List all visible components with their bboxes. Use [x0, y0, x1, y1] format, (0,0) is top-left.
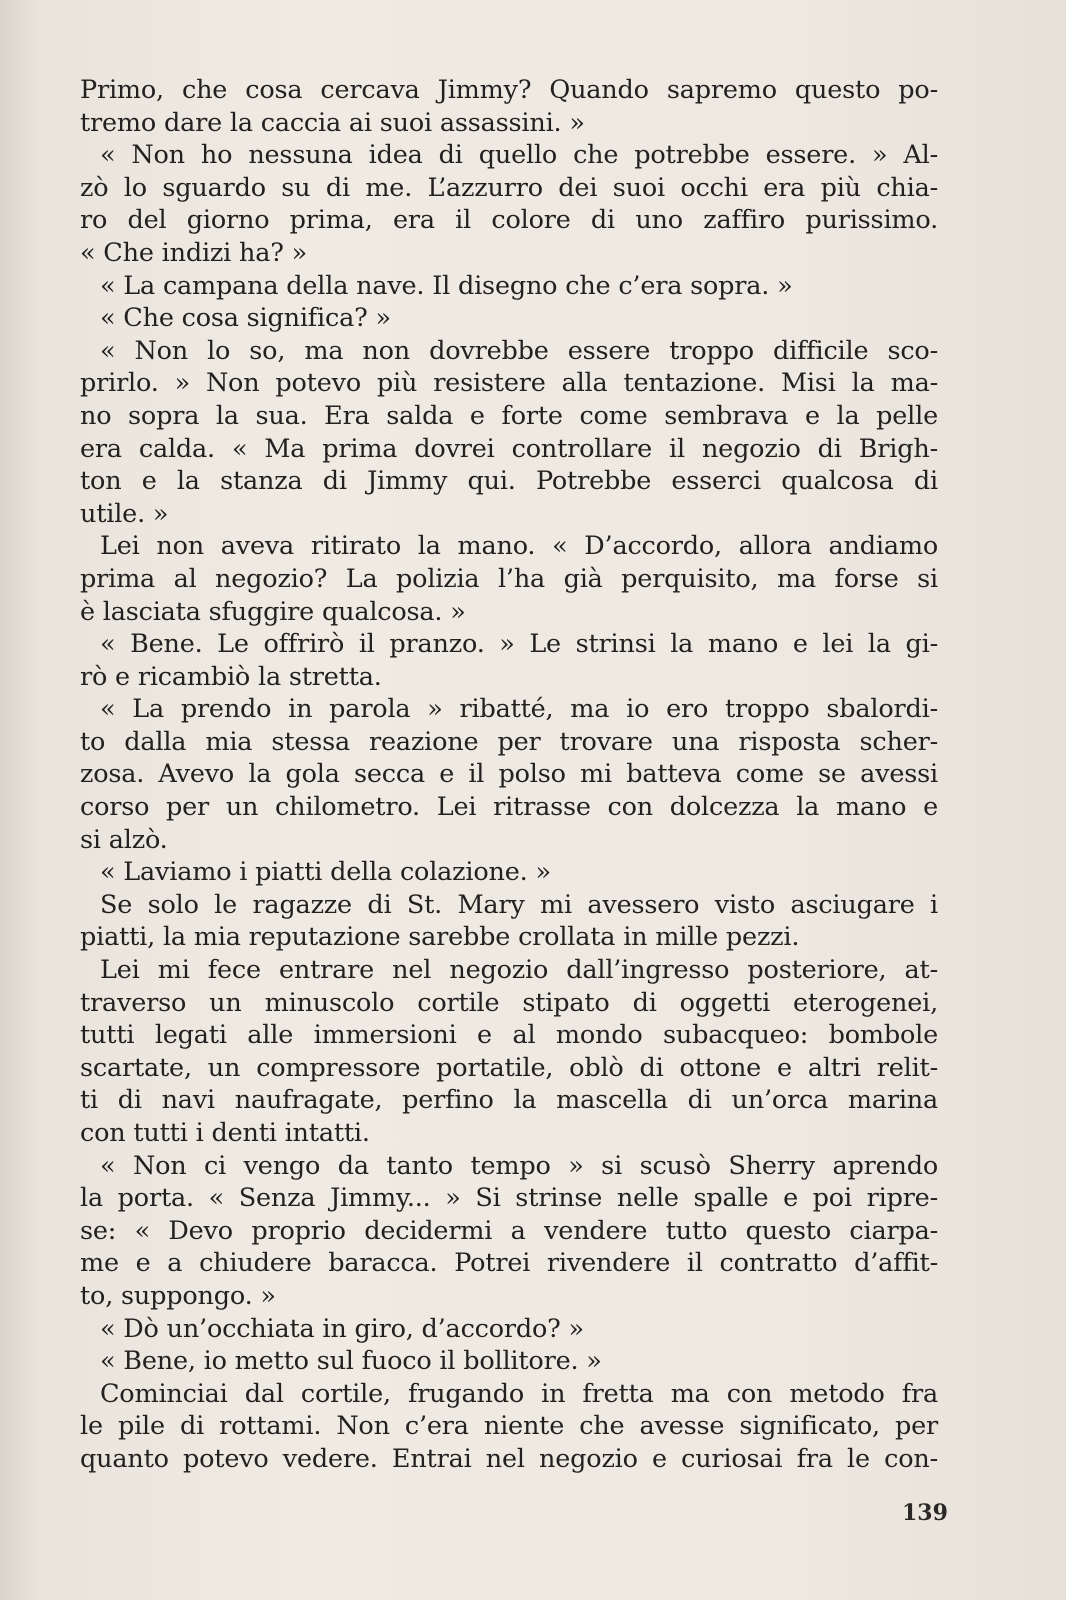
text-line: traverso un minuscolo cortile stipato di oggetti eterogenei, [80, 987, 938, 1018]
text-line: era calda. « Ma prima dovrei controllare il negozio di Brigh- [80, 433, 938, 464]
text-line: to, suppongo. » [80, 1280, 276, 1311]
text-line: « Dò un’occhiata in giro, d’accordo? » [100, 1313, 584, 1344]
text-line: « Laviamo i piatti della colazione. » [100, 857, 551, 888]
text-line: prima al negozio? La polizia l’ha già perquisito, ma forse si [80, 563, 938, 594]
text-line: Lei mi fece entrare nel negozio dall’ingresso posteriore, at- [100, 955, 938, 986]
text-line: « La campana della nave. Il disegno che c’era sopra. » [100, 270, 793, 301]
text-line: zosa. Avevo la gola secca e il polso mi batteva come se avessi [80, 759, 938, 790]
page-number: 139 [902, 1500, 948, 1526]
text-line: Primo, che cosa cercava Jimmy? Quando sapremo questo po- [80, 75, 938, 105]
text-line: ti di navi naufragate, perfino la mascella di un’orca marina [80, 1085, 938, 1116]
text-line: corso per un chilometro. Lei ritrasse con dolcezza la mano e [80, 792, 938, 823]
body-text [80, 74, 938, 1476]
text-line: « Bene. Le offrirò il pranzo. » Le strinsi la mano e lei la gi- [100, 629, 938, 660]
text-line: rò e ricambiò la stretta. [80, 661, 382, 692]
text-line: « Non ci vengo da tanto tempo » si scusò Sherry aprendo [100, 1150, 938, 1181]
text-line: si alzò. [80, 824, 168, 855]
text-line: to dalla mia stessa reazione per trovare una risposta scher- [80, 726, 938, 757]
text-line: Se solo le ragazze di St. Mary mi avessero visto asciugare i [100, 889, 938, 920]
text-line: la porta. « Senza Jimmy... » Si strinse nelle spalle e poi ripre- [80, 1183, 938, 1214]
text-line: « Bene, io metto sul fuoco il bollitore. » [100, 1346, 602, 1377]
text-line: Lei non aveva ritirato la mano. « D’accordo, allora andiamo [100, 531, 938, 562]
text-line: « Che indizi ha? » [80, 237, 307, 268]
text-line: utile. » [80, 498, 169, 529]
text-line: quanto potevo vedere. Entrai nel negozio e curiosai fra le con- [80, 1443, 938, 1474]
text-line: ton e la stanza di Jimmy qui. Potrebbe esserci qualcosa di [80, 466, 938, 497]
text-line: ro del giorno prima, era il colore di uno zaffiro purissimo. [80, 205, 938, 236]
text-line: tutti legati alle immersioni e al mondo subacqueo: bombole [80, 1020, 938, 1051]
text-line: me e a chiudere baracca. Potrei rivendere il contratto d’affit- [80, 1248, 938, 1279]
text-line: prirlo. » Non potevo più resistere alla tentazione. Misi la ma- [80, 368, 938, 399]
text-line: è lasciata sfuggire qualcosa. » [80, 596, 466, 627]
text-line: piatti, la mia reputazione sarebbe crollata in mille pezzi. [80, 922, 800, 953]
text-line: « Che cosa significa? » [100, 303, 391, 334]
text-line: se: « Devo proprio decidermi a vendere tutto questo ciarpa- [80, 1215, 938, 1246]
text-line: « Non ho nessuna idea di quello che potrebbe essere. » Al- [100, 140, 938, 171]
text-line: no sopra la sua. Era salda e forte come sembrava e la pelle [80, 400, 938, 431]
text-line: le pile di rottami. Non c’era niente che avesse significato, per [80, 1411, 938, 1442]
text-line: Cominciai dal cortile, frugando in fretta ma con metodo fra [100, 1378, 938, 1409]
text-line: scartate, un compressore portatile, oblò di ottone e altri relit- [80, 1052, 938, 1083]
text-line: zò lo sguardo su di me. L’azzurro dei suoi occhi era più chia- [80, 172, 938, 203]
text-line: « La prendo in parola » ribatté, ma io ero troppo sbalordi- [100, 694, 938, 725]
text-line: « Non lo so, ma non dovrebbe essere troppo difficile sco- [100, 335, 938, 366]
text-line: tremo dare la caccia ai suoi assassini. » [80, 107, 585, 138]
text-line: con tutti i denti intatti. [80, 1118, 370, 1148]
